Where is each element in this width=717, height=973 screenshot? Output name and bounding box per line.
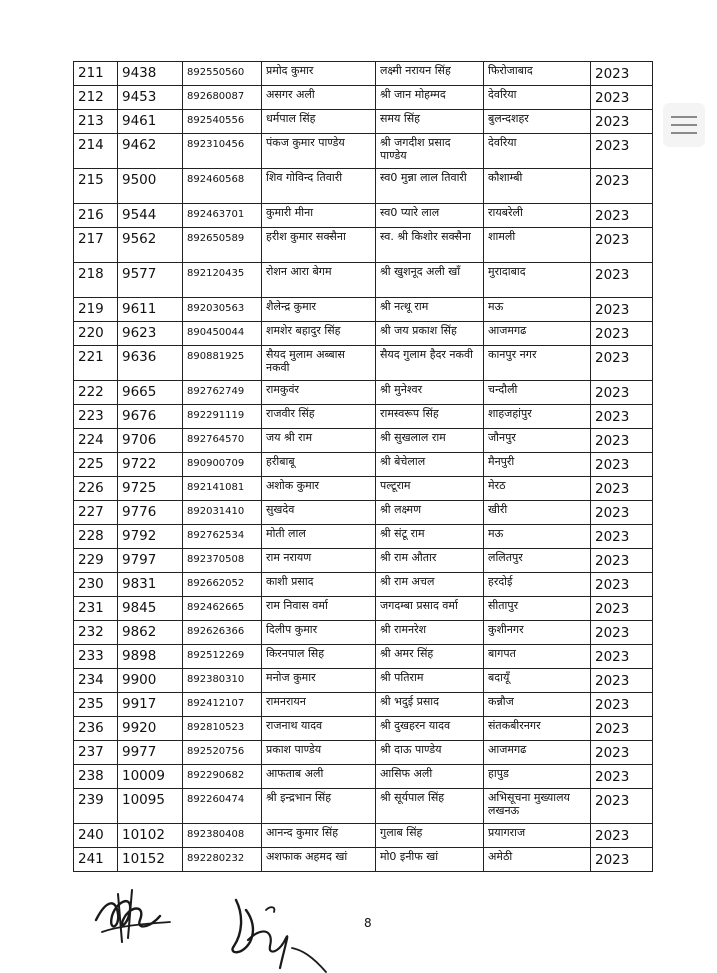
- serial-number-cell: 218: [74, 263, 118, 298]
- name-cell: शैलेन्द्र कुमार: [262, 298, 376, 322]
- serial-number-cell: 220: [74, 322, 118, 346]
- father-name-cell: श्री जान मोहम्मद: [376, 86, 484, 110]
- registration-number-cell: 9623: [118, 322, 183, 346]
- registration-number-cell: 9977: [118, 741, 183, 765]
- year-cell: 2023: [591, 549, 653, 573]
- district-cell: कौशाम्बी: [484, 169, 591, 204]
- registration-number-cell: 9722: [118, 453, 183, 477]
- father-name-cell: श्री राम औतार: [376, 549, 484, 573]
- father-name-cell: श्री अमर सिंह: [376, 645, 484, 669]
- name-cell: हरीबाबू: [262, 453, 376, 477]
- year-cell: 2023: [591, 429, 653, 453]
- serial-number-cell: 238: [74, 765, 118, 789]
- district-cell: कानपुर नगर: [484, 346, 591, 381]
- father-name-cell: श्री सुखलाल राम: [376, 429, 484, 453]
- name-cell: पंकज कुमार पाण्डेय: [262, 134, 376, 169]
- menu-button[interactable]: [663, 103, 705, 147]
- district-cell: बुलन्दशहर: [484, 110, 591, 134]
- serial-number-cell: 236: [74, 717, 118, 741]
- signature-2: [222, 890, 332, 973]
- serial-number-cell: 216: [74, 204, 118, 228]
- father-name-cell: श्री सूर्यपाल सिंह: [376, 789, 484, 824]
- serial-number-cell: 212: [74, 86, 118, 110]
- registration-number-cell: 9462: [118, 134, 183, 169]
- mobile-number-cell: 892031410: [183, 501, 262, 525]
- year-cell: 2023: [591, 110, 653, 134]
- year-cell: 2023: [591, 263, 653, 298]
- father-name-cell: श्री लक्ष्मण: [376, 501, 484, 525]
- registration-number-cell: 9776: [118, 501, 183, 525]
- year-cell: 2023: [591, 298, 653, 322]
- name-cell: प्रमोद कुमार: [262, 62, 376, 86]
- year-cell: 2023: [591, 669, 653, 693]
- year-cell: 2023: [591, 169, 653, 204]
- registration-number-cell: 9544: [118, 204, 183, 228]
- district-cell: रायबरेली: [484, 204, 591, 228]
- registration-number-cell: 9577: [118, 263, 183, 298]
- name-cell: शमशेर बहादुर सिंह: [262, 322, 376, 346]
- name-cell: राजनाथ यादव: [262, 717, 376, 741]
- district-cell: मैनपुरी: [484, 453, 591, 477]
- year-cell: 2023: [591, 86, 653, 110]
- mobile-number-cell: 892260474: [183, 789, 262, 824]
- name-cell: अशोक कुमार: [262, 477, 376, 501]
- serial-number-cell: 225: [74, 453, 118, 477]
- father-name-cell: श्री दुखहरन यादव: [376, 717, 484, 741]
- mobile-number-cell: 892380310: [183, 669, 262, 693]
- father-name-cell: आसिफ अली: [376, 765, 484, 789]
- district-cell: देवरिया: [484, 86, 591, 110]
- table-row: [74, 789, 653, 824]
- registration-number-cell: 9862: [118, 621, 183, 645]
- name-cell: असगर अली: [262, 86, 376, 110]
- year-cell: 2023: [591, 573, 653, 597]
- table-row: [74, 549, 653, 573]
- district-cell: अमेठी: [484, 848, 591, 872]
- mobile-number-cell: 892380408: [183, 824, 262, 848]
- registration-number-cell: 9438: [118, 62, 183, 86]
- table-row: [74, 501, 653, 525]
- table-row: [74, 62, 653, 86]
- name-cell: आफताब अली: [262, 765, 376, 789]
- serial-number-cell: 222: [74, 381, 118, 405]
- mobile-number-cell: 892550560: [183, 62, 262, 86]
- serial-number-cell: 223: [74, 405, 118, 429]
- father-name-cell: श्री रामनरेश: [376, 621, 484, 645]
- father-name-cell: स्व0 मुन्ना लाल तिवारी: [376, 169, 484, 204]
- year-cell: 2023: [591, 645, 653, 669]
- year-cell: 2023: [591, 228, 653, 263]
- registration-number-cell: 10009: [118, 765, 183, 789]
- serial-number-cell: 219: [74, 298, 118, 322]
- serial-number-cell: 228: [74, 525, 118, 549]
- serial-number-cell: 233: [74, 645, 118, 669]
- table-row: [74, 204, 653, 228]
- year-cell: 2023: [591, 346, 653, 381]
- table-row: [74, 525, 653, 549]
- mobile-number-cell: 892290682: [183, 765, 262, 789]
- district-cell: हरदोई: [484, 573, 591, 597]
- district-cell: आजमगढ: [484, 741, 591, 765]
- district-cell: सीतापुर: [484, 597, 591, 621]
- district-cell: अभिसूचना मुख्यालय लखनऊ: [484, 789, 591, 824]
- mobile-number-cell: 892512269: [183, 645, 262, 669]
- registration-number-cell: 9461: [118, 110, 183, 134]
- father-name-cell: श्री नत्थू राम: [376, 298, 484, 322]
- serial-number-cell: 237: [74, 741, 118, 765]
- year-cell: 2023: [591, 477, 653, 501]
- table-row: [74, 741, 653, 765]
- signature-1: [88, 880, 178, 950]
- table-row: [74, 322, 653, 346]
- father-name-cell: श्री खुशनूद अली खाँ: [376, 263, 484, 298]
- serial-number-cell: 217: [74, 228, 118, 263]
- mobile-number-cell: 892120435: [183, 263, 262, 298]
- table-row: [74, 169, 653, 204]
- father-name-cell: श्री दाऊ पाण्डेय: [376, 741, 484, 765]
- name-cell: मोती लाल: [262, 525, 376, 549]
- mobile-number-cell: 892141081: [183, 477, 262, 501]
- registration-number-cell: 9665: [118, 381, 183, 405]
- year-cell: 2023: [591, 741, 653, 765]
- table-row: [74, 573, 653, 597]
- year-cell: 2023: [591, 848, 653, 872]
- serial-number-cell: 231: [74, 597, 118, 621]
- district-cell: प्रयागराज: [484, 824, 591, 848]
- mobile-number-cell: 892764570: [183, 429, 262, 453]
- serial-number-cell: 226: [74, 477, 118, 501]
- registration-number-cell: 9917: [118, 693, 183, 717]
- district-cell: बदायूँ: [484, 669, 591, 693]
- district-cell: चन्दौली: [484, 381, 591, 405]
- district-cell: कन्नौज: [484, 693, 591, 717]
- table-row: [74, 263, 653, 298]
- table-row: [74, 621, 653, 645]
- year-cell: 2023: [591, 322, 653, 346]
- name-cell: जय श्री राम: [262, 429, 376, 453]
- father-name-cell: मो0 इनीफ खां: [376, 848, 484, 872]
- name-cell: कुमारी मीना: [262, 204, 376, 228]
- district-cell: खीरी: [484, 501, 591, 525]
- mobile-number-cell: 892540556: [183, 110, 262, 134]
- district-cell: बागपत: [484, 645, 591, 669]
- mobile-number-cell: 892520756: [183, 741, 262, 765]
- table-row: [74, 477, 653, 501]
- district-cell: कुशीनगर: [484, 621, 591, 645]
- mobile-number-cell: 890450044: [183, 322, 262, 346]
- father-name-cell: श्री बेचेलाल: [376, 453, 484, 477]
- registration-number-cell: 9725: [118, 477, 183, 501]
- registration-number-cell: 9797: [118, 549, 183, 573]
- serial-number-cell: 240: [74, 824, 118, 848]
- registration-number-cell: 9611: [118, 298, 183, 322]
- district-cell: देवरिया: [484, 134, 591, 169]
- mobile-number-cell: 892463701: [183, 204, 262, 228]
- year-cell: 2023: [591, 525, 653, 549]
- year-cell: 2023: [591, 501, 653, 525]
- serial-number-cell: 214: [74, 134, 118, 169]
- mobile-number-cell: 890881925: [183, 346, 262, 381]
- name-cell: श्री इन्द्रभान सिंह: [262, 789, 376, 824]
- registration-number-cell: 10152: [118, 848, 183, 872]
- name-cell: अशफाक अहमद खां: [262, 848, 376, 872]
- table-row: [74, 228, 653, 263]
- page-number: 8: [364, 916, 372, 930]
- district-cell: फिरोजाबाद: [484, 62, 591, 86]
- father-name-cell: पल्टूराम: [376, 477, 484, 501]
- name-cell: प्रकाश पाण्डेय: [262, 741, 376, 765]
- year-cell: 2023: [591, 204, 653, 228]
- father-name-cell: रामस्वरूप सिंह: [376, 405, 484, 429]
- mobile-number-cell: 892680087: [183, 86, 262, 110]
- table-row: [74, 110, 653, 134]
- name-cell: राम निवास वर्मा: [262, 597, 376, 621]
- mobile-number-cell: 892280232: [183, 848, 262, 872]
- table-row: [74, 381, 653, 405]
- mobile-number-cell: 892762534: [183, 525, 262, 549]
- father-name-cell: स्व0 प्यारे लाल: [376, 204, 484, 228]
- name-cell: सैयद मुलाम अब्बास नकवी: [262, 346, 376, 381]
- father-name-cell: श्री भदुई प्रसाद: [376, 693, 484, 717]
- district-cell: मऊ: [484, 525, 591, 549]
- year-cell: 2023: [591, 62, 653, 86]
- name-cell: काशी प्रसाद: [262, 573, 376, 597]
- mobile-number-cell: 892460568: [183, 169, 262, 204]
- mobile-number-cell: 892412107: [183, 693, 262, 717]
- registration-number-cell: 9706: [118, 429, 183, 453]
- table-row: [74, 298, 653, 322]
- table-row: [74, 693, 653, 717]
- name-cell: रोशन आरा बेगम: [262, 263, 376, 298]
- father-name-cell: सैयद गुलाम हैदर नकवी: [376, 346, 484, 381]
- year-cell: 2023: [591, 765, 653, 789]
- year-cell: 2023: [591, 405, 653, 429]
- serial-number-cell: 227: [74, 501, 118, 525]
- name-cell: किरनपाल सिह: [262, 645, 376, 669]
- registration-number-cell: 9898: [118, 645, 183, 669]
- table-row: [74, 717, 653, 741]
- name-cell: हरीश कुमार सक्सैना: [262, 228, 376, 263]
- serial-number-cell: 211: [74, 62, 118, 86]
- year-cell: 2023: [591, 717, 653, 741]
- district-cell: आजमगढ: [484, 322, 591, 346]
- table-row: [74, 429, 653, 453]
- year-cell: 2023: [591, 693, 653, 717]
- district-cell: संतकबीरनगर: [484, 717, 591, 741]
- serial-number-cell: 241: [74, 848, 118, 872]
- name-cell: रामनरायन: [262, 693, 376, 717]
- table-row: [74, 134, 653, 169]
- year-cell: 2023: [591, 134, 653, 169]
- mobile-number-cell: 890900709: [183, 453, 262, 477]
- serial-number-cell: 234: [74, 669, 118, 693]
- serial-number-cell: 239: [74, 789, 118, 824]
- table-row: [74, 405, 653, 429]
- table-row: [74, 824, 653, 848]
- year-cell: 2023: [591, 381, 653, 405]
- registration-number-cell: 9453: [118, 86, 183, 110]
- table-row: [74, 346, 653, 381]
- name-cell: मनोज कुमार: [262, 669, 376, 693]
- records-table: [73, 61, 653, 872]
- serial-number-cell: 229: [74, 549, 118, 573]
- year-cell: 2023: [591, 453, 653, 477]
- registration-number-cell: 9920: [118, 717, 183, 741]
- mobile-number-cell: 892626366: [183, 621, 262, 645]
- year-cell: 2023: [591, 597, 653, 621]
- name-cell: रामकुवंर: [262, 381, 376, 405]
- serial-number-cell: 230: [74, 573, 118, 597]
- name-cell: सुखदेव: [262, 501, 376, 525]
- district-cell: जौनपुर: [484, 429, 591, 453]
- registration-number-cell: 10095: [118, 789, 183, 824]
- district-cell: ललितपुर: [484, 549, 591, 573]
- year-cell: 2023: [591, 621, 653, 645]
- father-name-cell: जगदम्बा प्रसाद वर्मा: [376, 597, 484, 621]
- district-cell: शामली: [484, 228, 591, 263]
- hamburger-menu-icon: [671, 116, 697, 118]
- name-cell: दिलीप कुमार: [262, 621, 376, 645]
- mobile-number-cell: 892662052: [183, 573, 262, 597]
- father-name-cell: समय सिंह: [376, 110, 484, 134]
- name-cell: शिव गोविन्द तिवारी: [262, 169, 376, 204]
- mobile-number-cell: 892762749: [183, 381, 262, 405]
- district-cell: मुरादाबाद: [484, 263, 591, 298]
- father-name-cell: श्री जगदीश प्रसाद पाण्डेय: [376, 134, 484, 169]
- registration-number-cell: 9900: [118, 669, 183, 693]
- name-cell: आनन्द कुमार सिंह: [262, 824, 376, 848]
- registration-number-cell: 9636: [118, 346, 183, 381]
- district-cell: मऊ: [484, 298, 591, 322]
- father-name-cell: श्री जय प्रकाश सिंह: [376, 322, 484, 346]
- registration-number-cell: 9500: [118, 169, 183, 204]
- table-row: [74, 848, 653, 872]
- father-name-cell: श्री मुनेश्वर: [376, 381, 484, 405]
- serial-number-cell: 232: [74, 621, 118, 645]
- name-cell: राजवीर सिंह: [262, 405, 376, 429]
- mobile-number-cell: 892462665: [183, 597, 262, 621]
- mobile-number-cell: 892310456: [183, 134, 262, 169]
- table-row: [74, 645, 653, 669]
- mobile-number-cell: 892370508: [183, 549, 262, 573]
- mobile-number-cell: 892291119: [183, 405, 262, 429]
- registration-number-cell: 9562: [118, 228, 183, 263]
- district-cell: शाहजहांपुर: [484, 405, 591, 429]
- serial-number-cell: 213: [74, 110, 118, 134]
- registration-number-cell: 9831: [118, 573, 183, 597]
- mobile-number-cell: 892030563: [183, 298, 262, 322]
- table-row: [74, 669, 653, 693]
- table-row: [74, 765, 653, 789]
- serial-number-cell: 215: [74, 169, 118, 204]
- table-body: [74, 62, 653, 872]
- table-row: [74, 597, 653, 621]
- father-name-cell: श्री राम अचल: [376, 573, 484, 597]
- name-cell: राम नरायण: [262, 549, 376, 573]
- serial-number-cell: 235: [74, 693, 118, 717]
- table-row: [74, 86, 653, 110]
- registration-number-cell: 10102: [118, 824, 183, 848]
- year-cell: 2023: [591, 789, 653, 824]
- registration-number-cell: 9676: [118, 405, 183, 429]
- father-name-cell: गुलाब सिंह: [376, 824, 484, 848]
- table-row: [74, 453, 653, 477]
- district-cell: मेरठ: [484, 477, 591, 501]
- serial-number-cell: 221: [74, 346, 118, 381]
- year-cell: 2023: [591, 824, 653, 848]
- mobile-number-cell: 892650589: [183, 228, 262, 263]
- serial-number-cell: 224: [74, 429, 118, 453]
- father-name-cell: लक्ष्मी नरायन सिंह: [376, 62, 484, 86]
- father-name-cell: स्व. श्री किशोर सक्सैना: [376, 228, 484, 263]
- registration-number-cell: 9792: [118, 525, 183, 549]
- registration-number-cell: 9845: [118, 597, 183, 621]
- father-name-cell: श्री संटू राम: [376, 525, 484, 549]
- mobile-number-cell: 892810523: [183, 717, 262, 741]
- name-cell: धर्मपाल सिंह: [262, 110, 376, 134]
- father-name-cell: श्री पतिराम: [376, 669, 484, 693]
- district-cell: हापुड: [484, 765, 591, 789]
